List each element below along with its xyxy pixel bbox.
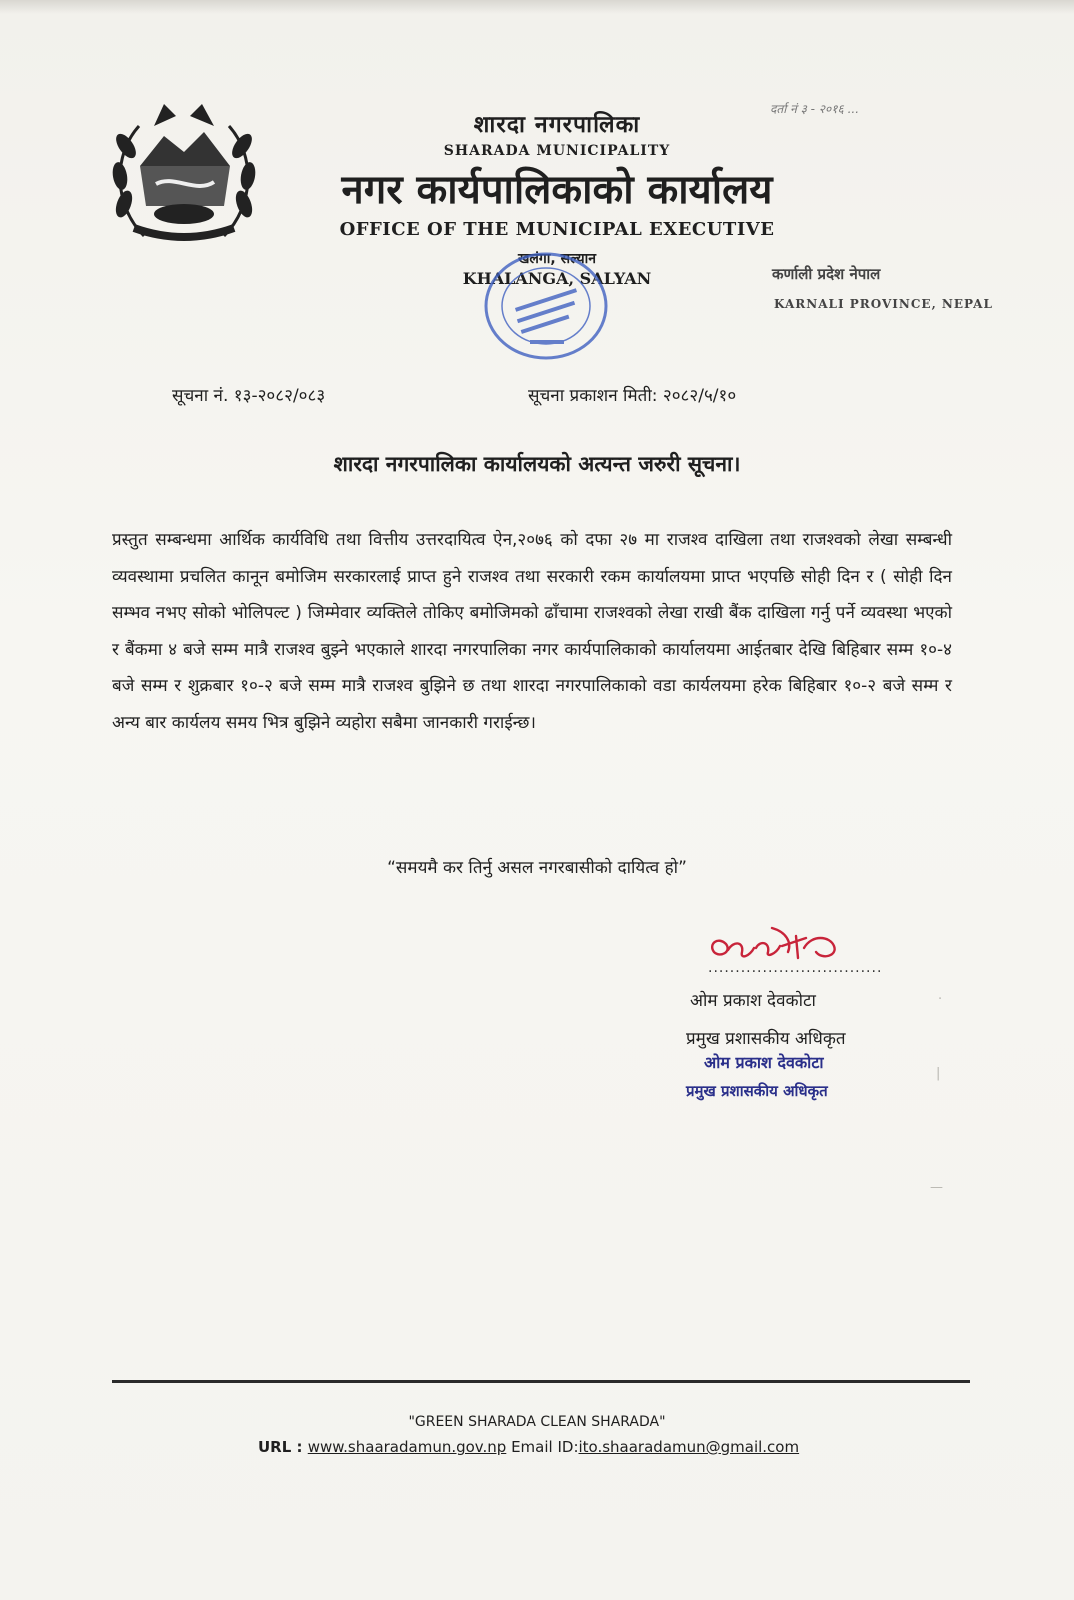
municipality-name-en: SHARADA MUNICIPALITY: [443, 143, 671, 159]
signatory-name: ओम प्रकाश देवकोटा: [690, 991, 816, 1011]
municipality-name-np: शारदा नगरपालिका: [473, 112, 641, 138]
footer-divider: [112, 1380, 970, 1383]
province-en: KARNALI PROVINCE, NEPAL: [774, 297, 993, 311]
name-stamp: ओम प्रकाश देवकोटा: [704, 1053, 824, 1072]
url-label: URL :: [258, 1438, 308, 1456]
bleed-through-mark: —: [930, 1180, 943, 1195]
scan-edge: [0, 0, 1074, 14]
designation-stamp: प्रमुख प्रशासकीय अधिकृत: [686, 1082, 828, 1100]
notice-publish-date: सूचना प्रकाशन मिती: २०८२/५/१०: [528, 386, 737, 406]
email-link[interactable]: ito.shaaradamun@gmail.com: [578, 1438, 800, 1456]
email-label: Email ID:: [506, 1438, 579, 1456]
office-name-np: नगर कार्यपालिकाको कार्यालय: [341, 167, 773, 213]
office-name-en: OFFICE OF THE MUNICIPAL EXECUTIVE: [339, 219, 775, 240]
footer-slogan: "GREEN SHARADA CLEAN SHARADA": [408, 1414, 666, 1430]
address-np: खलंगा, सल्यान: [517, 251, 597, 267]
signature-dotted-line: ................................: [708, 960, 883, 976]
signatory-designation: प्रमुख प्रशासकीय अधिकृत: [686, 1029, 846, 1049]
registration-note: दर्ता नं ३ - २०१६ ...: [770, 102, 860, 116]
province-np: कर्णाली प्रदेश नेपाल: [772, 265, 881, 283]
address-en: KHALANGA, SALYAN: [462, 269, 652, 288]
notice-title: शारदा नगरपालिका कार्यालयको अत्यन्त जरुरी सूचना।: [333, 452, 741, 476]
office-seal-stamp: [474, 240, 624, 365]
website-link[interactable]: www.shaaradamun.gov.np: [307, 1438, 507, 1456]
notice-quote: “समयमै कर तिर्नु असल नगरबासीको दायित्व हो”: [387, 858, 687, 878]
notice-number: सूचना नं. १३-२०८२/०८३: [172, 386, 326, 406]
bleed-through-mark: |: [936, 1066, 941, 1081]
bleed-through-mark: .: [938, 988, 943, 1003]
footer-contact: [258, 1438, 799, 1456]
notice-body: प्रस्तुत सम्बन्धमा आर्थिक कार्यविधि तथा वित्तीय उत्तरदायित्व ऐन,२०७६ को दफा २७ मा राजश्व दाखिला तथा राजश्वको लेखा सम्बन्धी व्यवस्थामा प्रचलित कानून बमोजिम सरकारलाई प्राप्त हुने राजश्व तथा सरकारी रकम कार्यालयमा प्राप्त भएपछि सोही दिन र ( सोही दिन सम्भव नभए सोको भोलिपल्ट ) जिम्मेवार व्यक्तिले तोकिए बमोजिमको ढाँचामा राजश्वको लेखा राखी बैंक दाखिला गर्नु पर्ने व्यवस्था भएको र बैंकमा ४ बजे सम्म मात्रै राजश्व बुझ्ने भएकाले शारदा नगरपालिका नगर कार्यपालिकाको कार्यालयमा आईतबार देखि बिहिबार सम्म १०-४ बजे सम्म र शुक्रबार १०-२ बजे सम्म मात्रै राजश्व बुझिने छ तथा शारदा नगरपालिकाको वडा कार्यलयमा हरेक बिहिबार १०-२ बजे सम्म र अन्य बार कार्यलय समय भित्र बुझिने व्यहोरा सबैमा जानकारी गराईन्छ।: [112, 530, 952, 733]
